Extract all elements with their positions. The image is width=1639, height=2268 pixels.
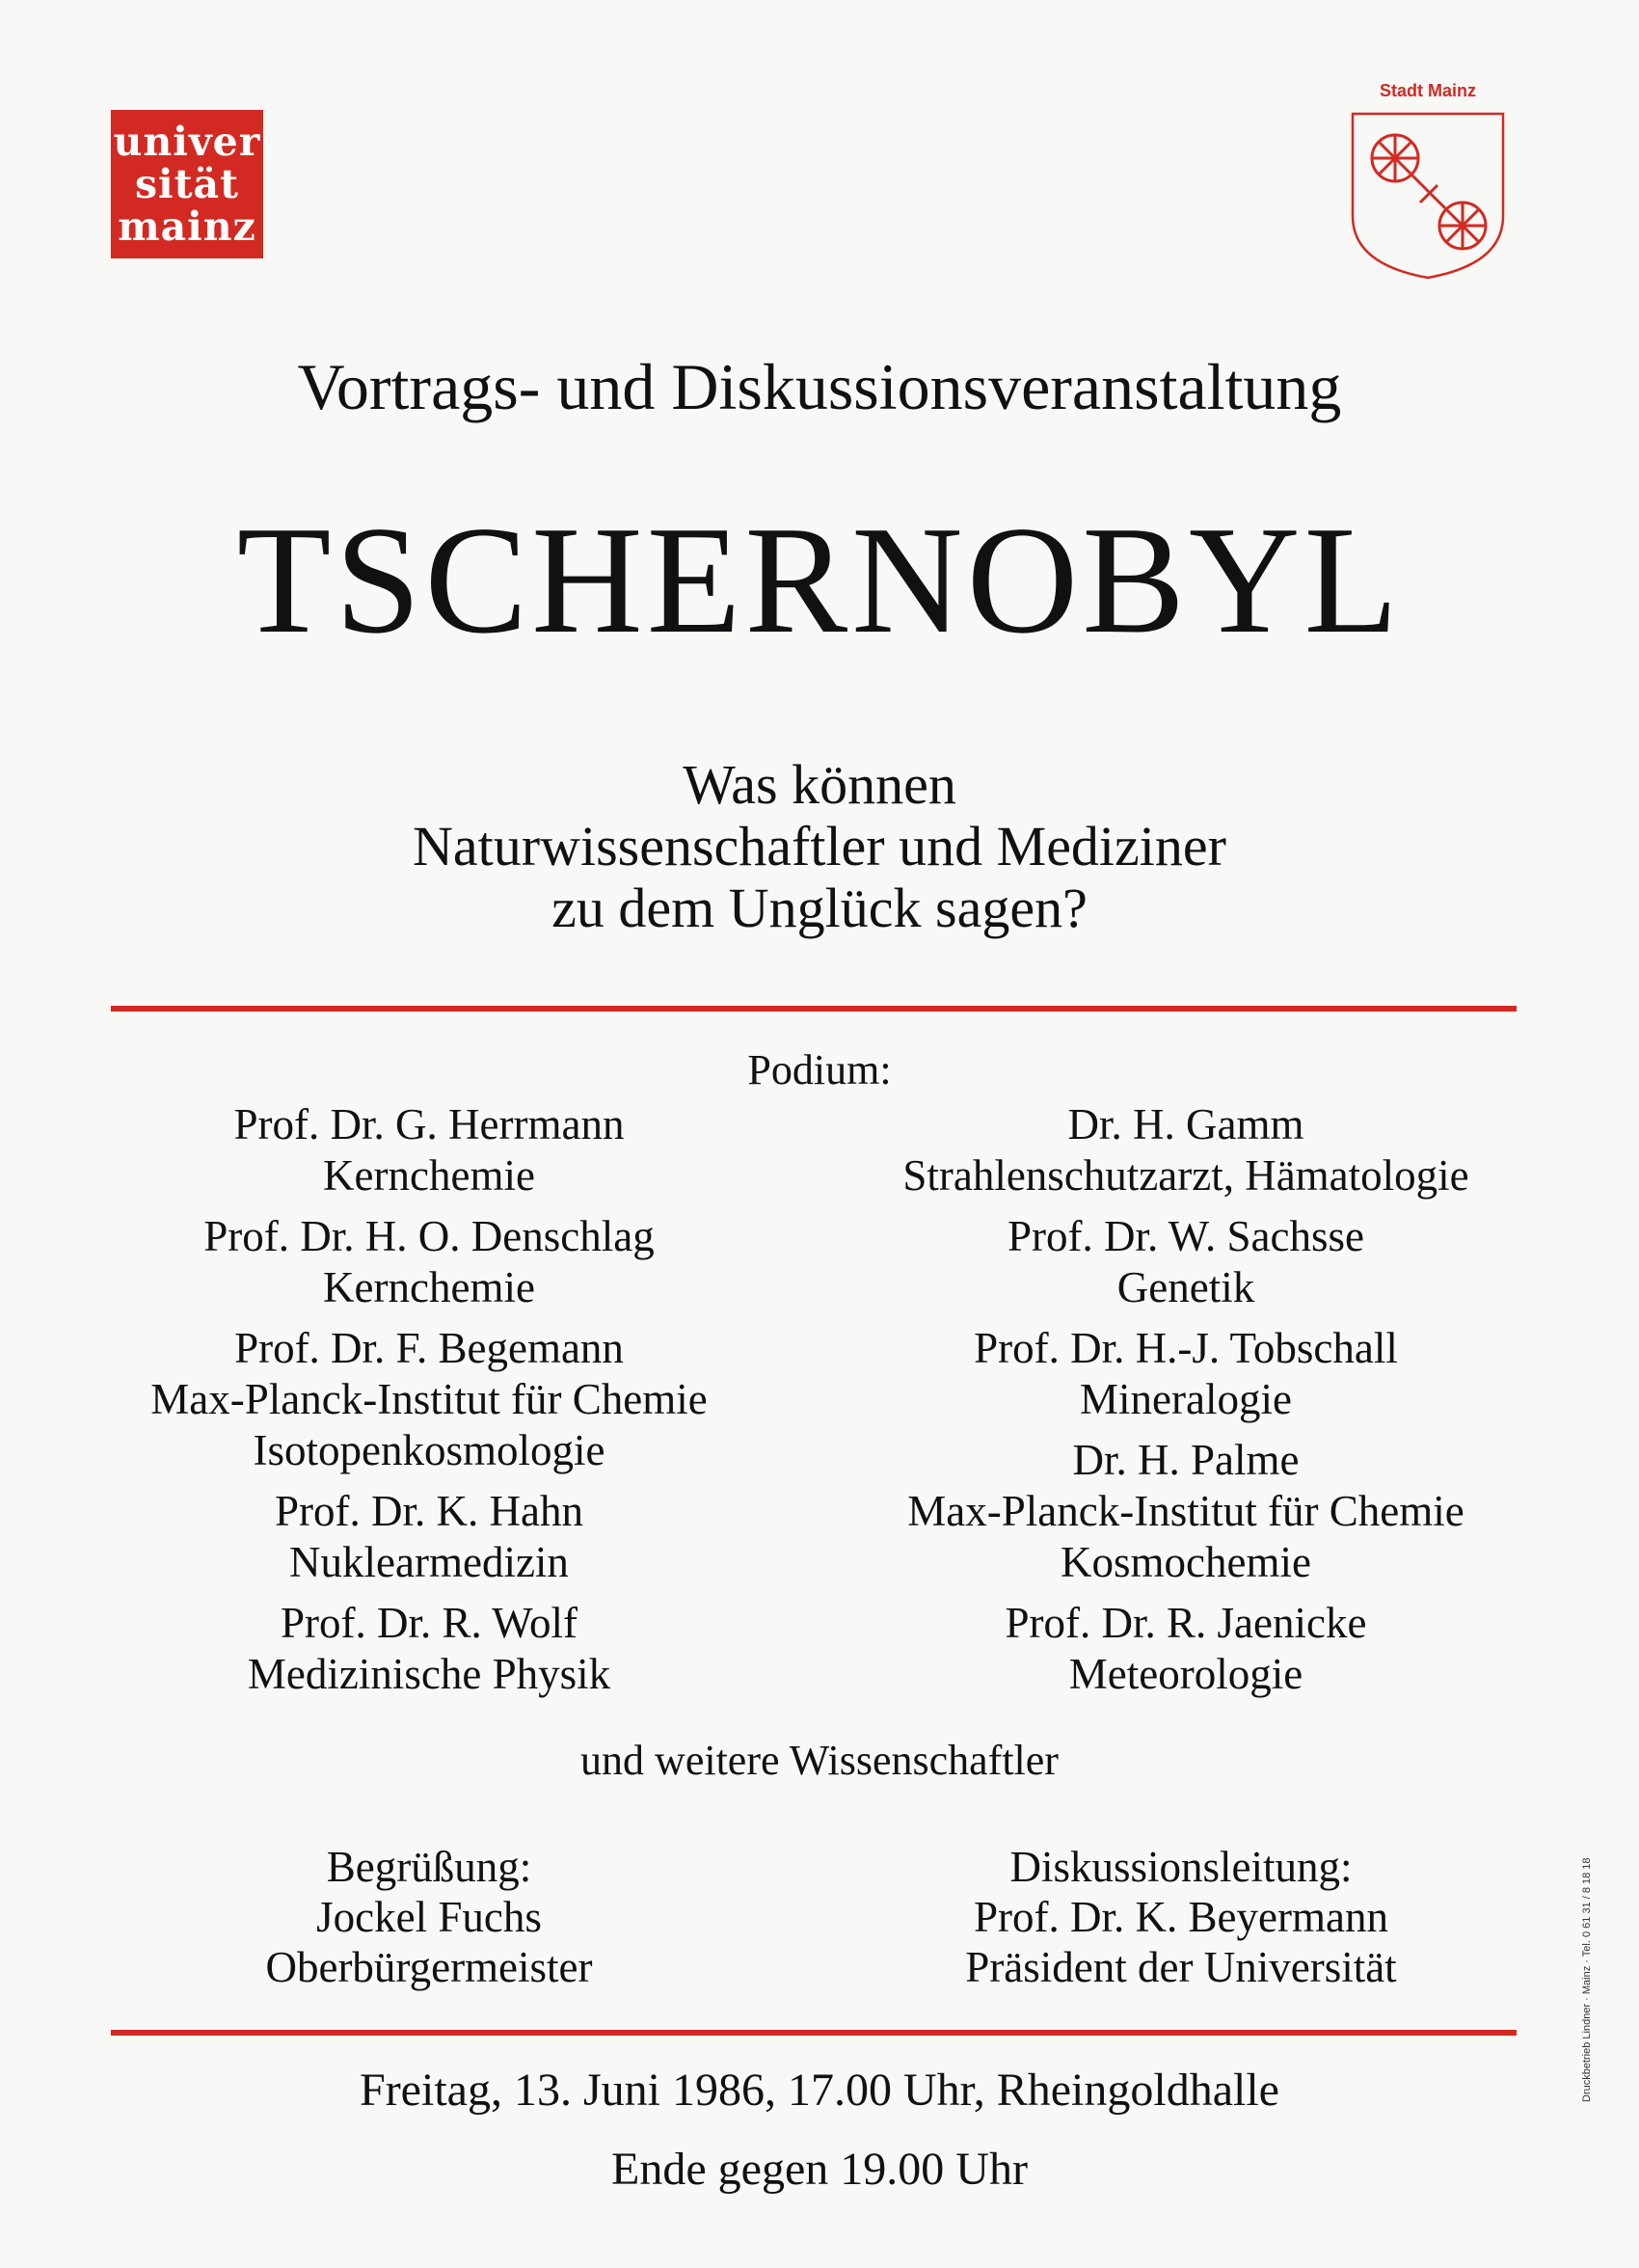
university-logo <box>111 110 263 258</box>
greeting-name: Jockel Fuchs <box>316 1893 542 1941</box>
event-subtitle: Vortrags- und Diskussionsveranstaltung <box>297 350 1342 423</box>
speaker <box>96 1323 762 1476</box>
mainz-wheel-icon <box>1349 110 1507 280</box>
speaker-name: Prof. Dr. R. Wolf <box>280 1599 578 1647</box>
speaker <box>839 1211 1533 1313</box>
greeting-block <box>116 1842 742 1992</box>
speaker-field: Kernchemie <box>323 1151 535 1200</box>
speaker <box>839 1435 1533 1588</box>
printer-imprint: Druckbetrieb Lindner · Mainz · Tel. 0 61 31 / 8 18 18 <box>1581 1857 1593 2102</box>
city-name: Stadt Mainz <box>1379 81 1476 100</box>
more-scientists-note: und weitere Wissenschaftler <box>580 1737 1059 1784</box>
speaker-name: Prof. Dr. W. Sachsse <box>1008 1212 1364 1260</box>
speaker <box>96 1598 762 1700</box>
city-coat-of-arms <box>1345 81 1511 284</box>
speaker-field: Nuklearmedizin <box>289 1538 569 1586</box>
greeting-label: Begrüßung: <box>326 1843 532 1891</box>
podium-label: Podium: <box>747 1046 892 1094</box>
speaker-name: Prof. Dr. G. Herrmann <box>233 1100 625 1148</box>
question-line-1: Was können <box>683 753 956 816</box>
speaker <box>96 1486 762 1588</box>
speaker-field: Medizinische Physik <box>247 1650 611 1698</box>
university-logo-line-2: sität <box>134 161 240 207</box>
event-date: Freitag, 13. Juni 1986, 17.00 Uhr, Rheingoldhalle <box>360 2065 1279 2116</box>
podium-left-column <box>96 1099 762 1710</box>
speaker-field: Mineralogie <box>1080 1375 1292 1423</box>
moderation-name: Prof. Dr. K. Beyermann <box>974 1893 1388 1941</box>
university-logo-line-1: univer <box>113 119 261 165</box>
speaker-field: Kosmochemie <box>1061 1538 1311 1586</box>
speaker-field: Isotopenkosmologie <box>253 1426 605 1474</box>
podium-right-column <box>839 1099 1533 1710</box>
university-logo-line-3: mainz <box>118 203 256 250</box>
speaker-name: Prof. Dr. K. Hahn <box>275 1487 583 1535</box>
question-block <box>0 754 1639 939</box>
greeting-role: Oberbürgermeister <box>265 1943 593 1991</box>
speaker-name: Prof. Dr. F. Begemann <box>234 1324 624 1372</box>
moderation-label: Diskussionsleitung: <box>1009 1843 1353 1891</box>
speaker <box>839 1099 1533 1202</box>
speaker-field: Meteorologie <box>1068 1650 1303 1698</box>
question-line-2: Naturwissenschaftler und Mediziner <box>413 815 1226 878</box>
speaker-name: Dr. H. Gamm <box>1067 1100 1304 1148</box>
moderation-block <box>868 1842 1494 1992</box>
event-end-time: Ende gegen 19.00 Uhr <box>611 2144 1028 2195</box>
divider-top <box>111 1006 1517 1012</box>
speaker <box>96 1099 762 1202</box>
speaker <box>839 1323 1533 1425</box>
speaker-institute: Max-Planck-Institut für Chemie <box>907 1487 1464 1535</box>
speaker-name: Prof. Dr. H.-J. Tobschall <box>974 1324 1398 1372</box>
speaker-field: Strahlenschutzarzt, Hämatologie <box>902 1151 1469 1200</box>
speaker-name: Prof. Dr. H. O. Denschlag <box>203 1212 655 1260</box>
poster-title: TSCHERNOBYL <box>236 494 1403 665</box>
question-line-3: zu dem Unglück sagen? <box>551 877 1088 939</box>
speaker-field: Kernchemie <box>323 1263 535 1311</box>
speaker-name: Dr. H. Palme <box>1072 1436 1300 1484</box>
speaker-field: Genetik <box>1116 1263 1255 1311</box>
speaker <box>96 1211 762 1313</box>
speaker <box>839 1598 1533 1700</box>
divider-bottom <box>111 2030 1517 2036</box>
speaker-institute: Max-Planck-Institut für Chemie <box>150 1375 708 1423</box>
speaker-name: Prof. Dr. R. Jaenicke <box>1005 1599 1367 1647</box>
moderation-role: Präsident der Universität <box>965 1943 1397 1991</box>
